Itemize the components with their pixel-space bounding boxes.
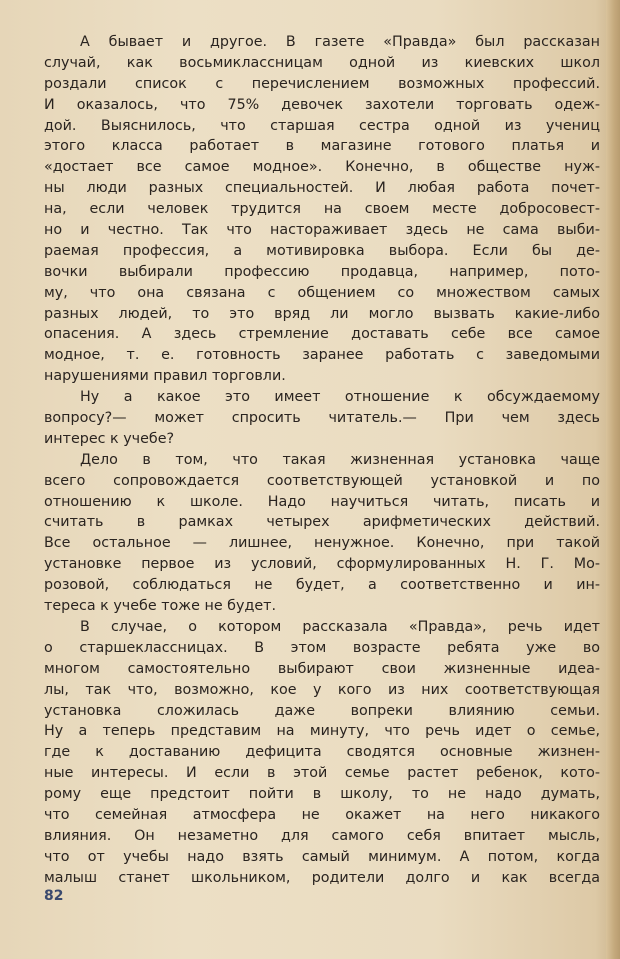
text-line: дой. Выяснилось, что старшая сестра одной из учениц [44, 117, 600, 134]
body-text [44, 32, 600, 889]
text-line: малыш станет школьником, родители долго и как всегда [44, 869, 600, 886]
text-line: Ну а какое это имеет отношение к обсуждаемому [80, 389, 600, 406]
page-number: 82 [44, 888, 64, 904]
paragraph-1 [44, 32, 600, 387]
text-line: но и честно. Так что настораживает здесь не сама выби- [44, 222, 600, 239]
text-line: тереса к учебе тоже не будет. [44, 598, 277, 615]
text-line: вопросу?— может спросить читатель.— При чем здесь [44, 410, 600, 427]
text-line: Ну а теперь представим на минуту, что речь идет о семье, [44, 723, 600, 740]
text-line: о старшеклассницах. В этом возрасте ребята уже во [44, 639, 600, 656]
text-line: роздали список с перечислением возможных профессий. [44, 75, 600, 92]
text-line: что семейная атмосфера не окажет на него никакого [44, 806, 600, 823]
text-line: «достает все самое модное». Конечно, в обществе нуж- [44, 159, 600, 176]
text-line: разных людей, то это вряд ли могло вызвать какие-либо [44, 305, 600, 322]
text-line: рому еще предстоит пойти в школу, то не надо думать, [44, 786, 600, 803]
text-line: отношению к школе. Надо научиться читать, писать и [44, 493, 600, 510]
text-line: Дело в том, что такая жизненная установка чаще [80, 451, 600, 468]
text-line: Все остальное — лишнее, ненужное. Конечно, при такой [44, 535, 600, 552]
page-edge [606, 0, 620, 959]
text-line: розовой, соблюдаться не будет, а соответственно и ин- [44, 577, 600, 594]
text-line: му, что она связана с общением со множеством самых [44, 284, 600, 301]
text-line: ные интересы. И если в этой семье растет ребенок, кото- [44, 765, 600, 782]
text-line: случай, как восьмиклассницам одной из киевских школ [44, 54, 600, 71]
text-line: установке первое из условий, сформулированных Н. Г. Мо- [44, 556, 600, 573]
paragraph-3 [44, 450, 600, 617]
text-line: ны люди разных специальностей. И любая работа почет- [44, 180, 600, 197]
text-line: И оказалось, что 75% девочек захотели торговать одеж- [44, 96, 600, 113]
text-line: раемая профессия, а мотивировка выбора. Если бы де- [44, 242, 600, 259]
text-line: А бывает и другое. В газете «Правда» был рассказан [80, 34, 600, 50]
text-line: что от учебы надо взять самый минимум. А потом, когда [44, 848, 600, 865]
text-line: вочки выбирали профессию продавца, например, пото- [44, 263, 600, 280]
text-line: лы, так что, возможно, кое у кого из них соответствующая [44, 681, 600, 698]
paragraph-4 [44, 617, 600, 889]
text-line: интерес к учебе? [44, 430, 175, 447]
text-line: модное, т. е. готовность заранее работать с заведомыми [44, 347, 600, 364]
text-line: нарушениями правил торговли. [44, 368, 286, 385]
text-line: считать в рамках четырех арифметических действий. [44, 514, 600, 531]
text-line: установка сложилась даже вопреки влиянию семьи. [44, 702, 600, 719]
text-line: многом самостоятельно выбирают свои жизненные идеа- [44, 660, 600, 677]
paragraph-2 [44, 387, 600, 450]
text-line: В случае, о котором рассказала «Правда», речь идет [80, 618, 600, 635]
text-line: этого класса работает в магазине готового платья и [44, 138, 600, 155]
text-line: влияния. Он незаметно для самого себя впитает мысль, [44, 827, 600, 844]
text-line: всего сопровождается соответствующей установкой и по [44, 472, 600, 489]
text-line: на, если человек трудится на своем месте добросовест- [44, 201, 600, 218]
text-line: опасения. А здесь стремление доставать себе все самое [44, 326, 600, 343]
text-line: где к доставанию дефицита сводятся основные жизнен- [44, 744, 600, 761]
